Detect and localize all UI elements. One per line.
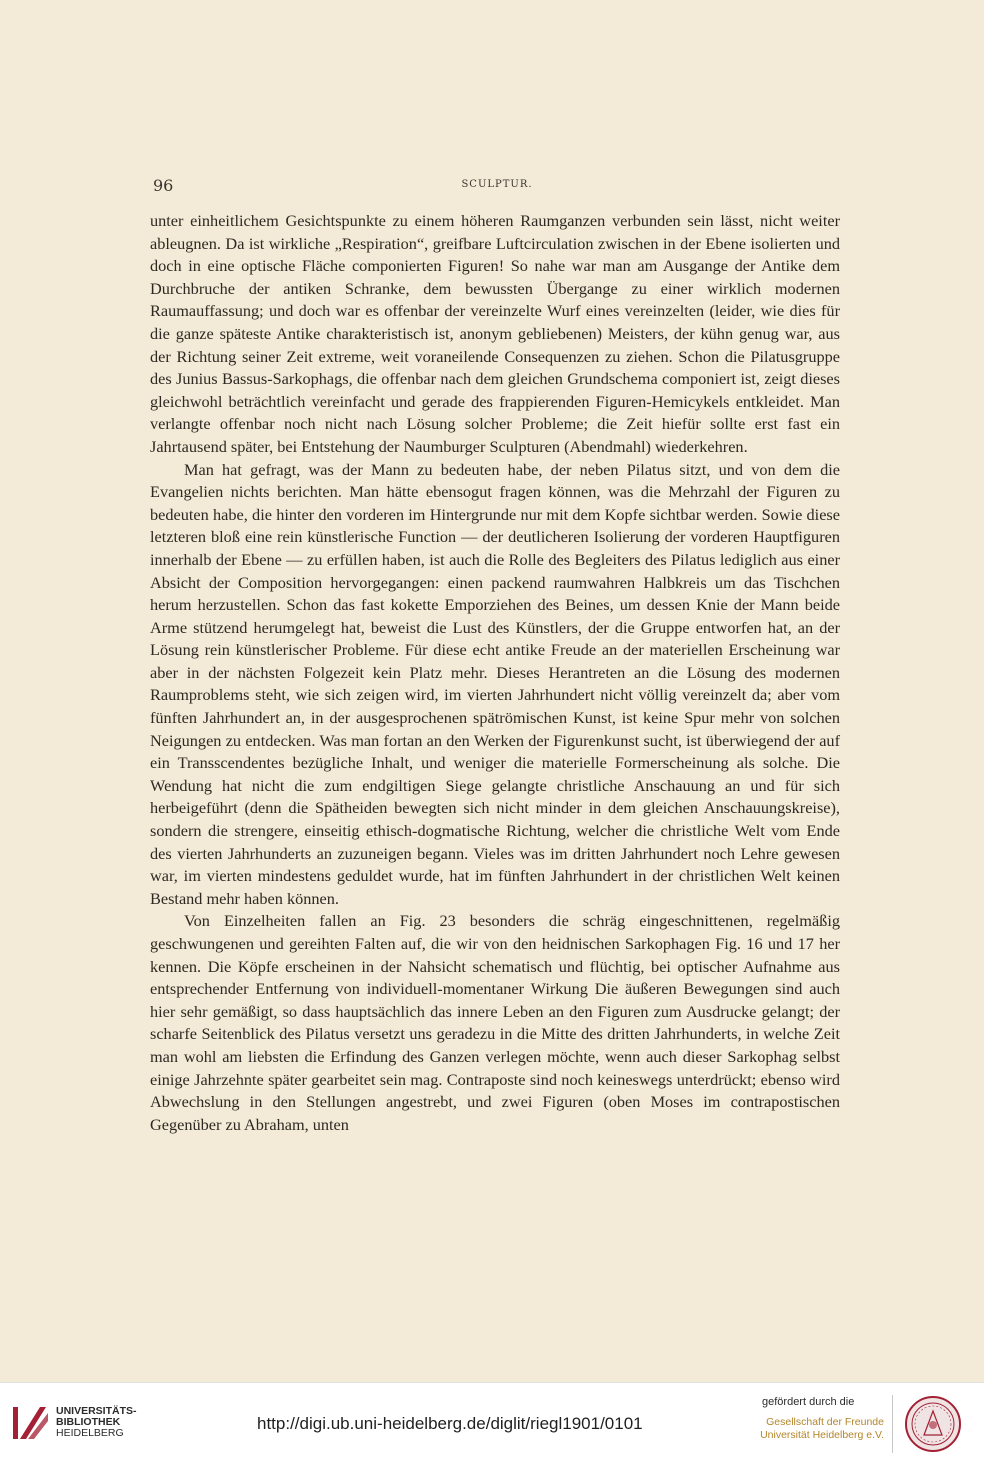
footer-divider bbox=[892, 1395, 893, 1453]
permalink-url[interactable]: http://digi.ub.uni-heidelberg.de/diglit/riegl1901/0101 bbox=[257, 1414, 643, 1433]
body-text bbox=[150, 210, 840, 1136]
sponsor-name bbox=[760, 1416, 884, 1442]
paragraph-3: Von Einzelheiten fallen an Fig. 23 besonders die schräg eingeschnittenen, regelmäßig geschwungenen und gereihten Falten auf, die wir von den heidnischen Sarkophagen Fig. 16 und 17 her kennen. Die Köpfe erscheinen in der Nahsicht schematisch und flüchtig, bei optischer Aufnahme aus entsprechender Entfernung von individuell-momentaner Wirkung Die äußeren Bewegungen sind auch hier sehr gemäßigt, so dass hauptsächlich das innere Leben an den Figuren zum Ausdrucke gelangt; der scharfe Seitenblick des Pilatus versetzt uns geradezu in die Mitte des dritten Jahrhunderts, in welche Zeit man wohl am liebsten die Erfindung des Ganzen verlegen möchte, wenn auch dieser Sarkophag selbst einige Jahrzehnte später gearbeitet sein mag. Contraposte sind noch keineswegs unterdrückt; ebenso wird Abwechslung in den Stellungen angestrebt, und zwei Figuren (oben Moses im contrapostischen Gegenüber zu Abraham, unten bbox=[150, 911, 840, 1134]
library-name bbox=[56, 1406, 137, 1439]
library-name-line1: UNIVERSITÄTS- bbox=[56, 1405, 137, 1417]
page-header bbox=[153, 176, 841, 198]
sponsor-name-line2: Universität Heidelberg e.V. bbox=[760, 1429, 884, 1441]
sponsor-name-line1: Gesellschaft der Freunde bbox=[766, 1416, 884, 1428]
library-name-line3: HEIDELBERG bbox=[56, 1427, 124, 1439]
paragraph-2: Man hat gefragt, was der Mann zu bedeuten habe, der neben Pilatus sitzt, und von dem die Evangelien nichts berichten. Man hätte ebensogut fragen können, was die Mehrzahl der Figuren zu bedeuten habe, die hinter den vorderen im Hintergrunde nur mit dem Kopfe sichtbar werden. Sowie diese letzteren bloß eine rein künstlerische Function — der deutlicheren Isolierung der vorderen Hauptfiguren innerhalb der Ebene — zu erfüllen haben, ist auch die Rolle des Begleiters des Pilatus lediglich aus einer Absicht der Composition hervorgegangen: einen packend raumwahren Halbkreis um das Tischchen herum herzustellen. Schon das fast kokette Emporziehen des Beines, um dessen Knie der Mann beide Arme stützend herumgelegt hat, beweist die Lust des Künstlers, der die Gruppe entworfen hat, an der Lösung rein künstlerischer Probleme. Für diese echt antike Freude an der materiellen Erscheinung war aber in der nächsten Folgezeit kein Platz mehr. Dieses Herantreten an die Lösung des modernen Raumproblems steht, wie sich zeigen wird, im vierten Jahrhundert nicht völlig vereinzelt da; aber vom fünften Jahrhundert an, in der ausgesprochenen spätrömischen Kunst, ist keine Spur mehr von solchen Neigungen zu entdecken. Was man fortan an den Werken der Figurenkunst sucht, ist überwiegend der auf ein Transscendentes bezügliche Inhalt, und weniger die materielle Formerscheinung als solche. Die Wendung hat nicht die zum endgiltigen Siege gelangte christliche Anschauung an und für sich herbeigeführt (denn die Spätheiden bewegten sich nicht minder in dem gleichen Anschauungskreise), sondern die strengere, einseitig ethisch-dogmatische Richtung, welcher die christliche Welt vom Ende des vierten Jahrhunderts an zuzuneigen begann. Vieles was im dritten Jahrhundert noch Lehre gewesen war, im vierten mindestens geduldet wurde, hat im fünften Jahrhundert in der christlichen Welt keinen Bestand mehr haben können. bbox=[150, 459, 840, 908]
digitization-footer bbox=[0, 1382, 984, 1463]
page-number: 96 bbox=[153, 176, 174, 195]
library-name-line2: BIBLIOTHEK bbox=[56, 1416, 121, 1428]
university-seal-icon bbox=[904, 1395, 962, 1453]
ub-heidelberg-logo-icon bbox=[10, 1403, 50, 1443]
paragraph-1: unter einheitlichem Gesichtspunkte zu einem höheren Raumganzen verbunden sein lässt, nicht weiter ableugnen. Da ist wirkliche „Respiration“, greifbare Luftcirculation zwischen in der Ebene isolierten und doch in eine optische Fläche componierten Figuren! So nahe war man am Ausgange der Antike dem Durchbruche der antiken Schranke, dem bewussten Übergange zu einer wirklich modernen Raumauffassung; und doch war es offenbar der vereinzelte Wurf eines vereinzelten (leider, wie dies für die ganze späteste Antike charakteristisch ist, anonym gebliebenen) Meisters, der kühn genug war, aus der Richtung seiner Zeit extreme, weit voraneilende Consequenzen zu ziehen. Schon die Pilatusgruppe des Junius Bassus-Sarkophags, die offenbar nach dem gleichen Grundschema componiert ist, zeigt dieses gleichwohl beträchtlich vereinfacht und gerade des frappierenden Figuren-Hemicykels entkleidet. Man verlangte offenbar noch nicht nach Lösung solcher Probleme; die Zeit hiefür sollte erst fast ein Jahrtausend später, bei Entstehung der Naumburger Sculpturen (Abendmahl) wiederkehren. bbox=[150, 211, 840, 456]
sponsor-label: gefördert durch die bbox=[762, 1396, 855, 1408]
running-head: SCULPTUR. bbox=[461, 179, 533, 190]
